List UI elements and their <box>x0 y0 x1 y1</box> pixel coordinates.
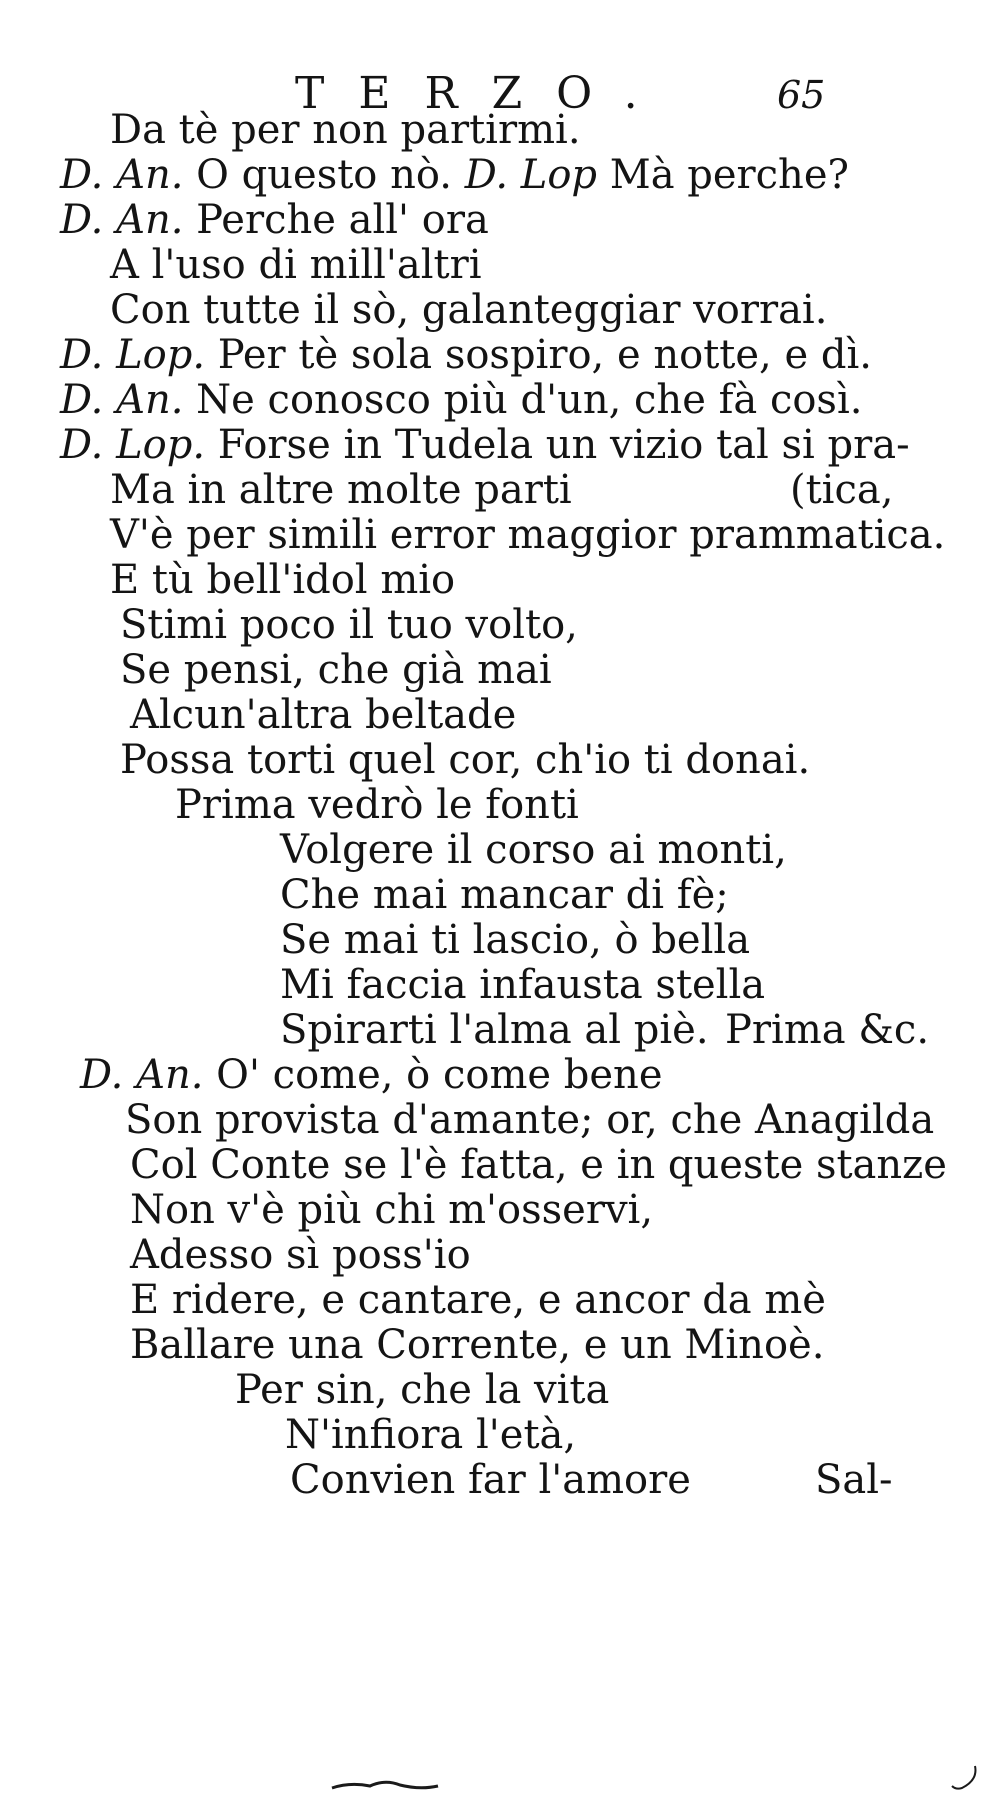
verse-line <box>175 782 579 828</box>
verse-text: Alcun'altra beltade <box>130 692 517 738</box>
verse-text: Ne conosco più d'un, che fà così. <box>196 377 863 423</box>
verse-line <box>235 1367 610 1413</box>
verse-line <box>130 1322 825 1368</box>
verse-line <box>280 917 751 963</box>
verse-text: Mà perche? <box>609 152 849 198</box>
verse-text: A l'uso di mill'altri <box>110 242 482 288</box>
verse-text: Volgere il corso ai monti, <box>280 827 787 873</box>
verse-text: Col Conte se l'è fatta, e in queste stanze <box>130 1142 947 1188</box>
verse-line <box>130 1232 471 1278</box>
verse-text: Con tutte il sò, galanteggiar vorrai. <box>110 287 828 333</box>
verse-line <box>60 152 849 198</box>
verse-line <box>290 1457 691 1503</box>
verse-line <box>110 467 572 513</box>
verse-line <box>80 1052 663 1098</box>
verse-line <box>130 1187 654 1233</box>
verse-line <box>110 242 482 288</box>
verse-line <box>130 692 517 738</box>
verse-text: Convien far l'amore <box>290 1457 691 1503</box>
ornament-flourish-icon <box>330 1778 440 1792</box>
verse-text: Ma in altre molte parti <box>110 467 572 513</box>
verse-line <box>60 422 910 468</box>
verse-text: Ballare una Corrente, e un Minoè. <box>130 1322 825 1368</box>
ink-mark-icon <box>950 1762 980 1792</box>
verse-text: V'è per simili error maggior prammatica. <box>110 512 946 558</box>
verse-line <box>130 1142 947 1188</box>
verse-line <box>60 197 489 243</box>
verse-text: Mi faccia infausta stella <box>280 962 766 1008</box>
verse-text: Perche all' ora <box>196 197 489 243</box>
verse-text: E ridere, e cantare, e ancor da mè <box>130 1277 826 1323</box>
verse-line <box>110 512 946 558</box>
speaker-label: D. Lop. <box>60 422 206 468</box>
speaker-label: D. An. <box>60 197 184 243</box>
verse-line <box>130 1277 826 1323</box>
verse-text: N'infiora l'età, <box>285 1412 577 1458</box>
verse-text: O questo nò. <box>196 152 452 198</box>
verse-line <box>60 332 872 378</box>
refrain-cue: Prima &c. <box>725 1007 930 1053</box>
page-number: 65 <box>777 73 826 117</box>
verse-text: Non v'è più chi m'osservi, <box>130 1187 654 1233</box>
verse-text: Prima vedrò le fonti <box>175 782 579 828</box>
verse-text: Possa torti quel cor, ch'io ti donai. <box>120 737 811 783</box>
verse-text: Stimi poco il tuo volto, <box>120 602 578 648</box>
verse-text: Adesso sì poss'io <box>130 1232 471 1278</box>
verse-line <box>110 557 456 603</box>
verse-text: E tù bell'idol mio <box>110 557 456 603</box>
verse-text: Per sin, che la vita <box>235 1367 610 1413</box>
verse-line <box>60 377 863 423</box>
turnover-fragment: (tica, <box>790 467 894 513</box>
verse-line <box>125 1097 935 1143</box>
verse-text: O' come, ò come bene <box>216 1052 663 1098</box>
speaker-label: D. Lop. <box>60 332 206 378</box>
catchword: Sal- <box>815 1457 893 1503</box>
running-head: TERZO. <box>295 68 672 119</box>
speaker-label: D. Lop <box>464 152 598 198</box>
verse-line <box>110 107 581 153</box>
speaker-label: D. An. <box>60 377 184 423</box>
verse-text: Son provista d'amante; or, che Anagilda <box>125 1097 935 1143</box>
verse-line <box>110 287 828 333</box>
verse-line <box>120 647 552 693</box>
verse-line <box>120 602 578 648</box>
verse-line <box>120 737 811 783</box>
verse-line <box>280 827 787 873</box>
verse-text: Da tè per non partirmi. <box>110 107 581 153</box>
verse-text: Forse in Tudela un vizio tal si pra- <box>217 422 910 468</box>
verse-line <box>280 872 729 918</box>
verse-text: Se mai ti lascio, ò bella <box>280 917 751 963</box>
verse-text: Spirarti l'alma al piè. <box>280 1007 709 1053</box>
verse-line <box>280 1007 709 1053</box>
speaker-label: D. An. <box>80 1052 204 1098</box>
speaker-label: D. An. <box>60 152 184 198</box>
verse-text: Per tè sola sospiro, e notte, e dì. <box>217 332 872 378</box>
verse-text: Se pensi, che già mai <box>120 647 552 693</box>
verse-line <box>285 1412 577 1458</box>
verse-text: Che mai mancar di fè; <box>280 872 729 918</box>
verse-line <box>280 962 766 1008</box>
